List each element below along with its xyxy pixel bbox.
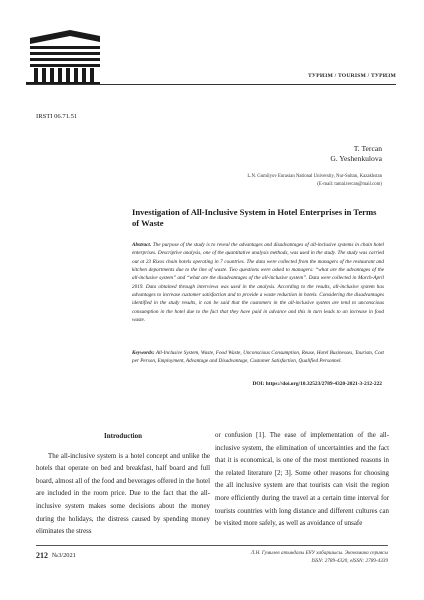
journal-info	[251, 550, 388, 565]
header-divider	[26, 84, 396, 85]
affiliation	[247, 173, 382, 189]
keywords-text: All-Inclusive System, Waste, Food Waste, Unconscious Consumption, Reuse, Hotel Businesses, Tourism, Cost per Person, Employment, Advantage and Disadvantage, Customer Satisfaction, Qualified Personnel.	[132, 350, 384, 365]
page-number: 212	[36, 551, 48, 560]
body-column-right	[215, 430, 389, 531]
university-building-logo-icon	[26, 28, 100, 86]
journal-name: Л.Н. Гумилев атындағы ЕҰУ хабаршысы. Экономика сериясы	[250, 550, 388, 556]
irsti-code: IRSTI 06.71.51	[36, 113, 78, 120]
keywords-label: Keywords:	[132, 350, 155, 356]
doi	[252, 381, 382, 387]
affiliation-email: (E-mail: tamal.tercan@mail.com)	[317, 182, 382, 187]
author-name: G. Yeshenkulova	[330, 154, 382, 163]
issue-number: №3/2021	[52, 552, 76, 559]
affiliation-institution: L.N. Gumilyov Eurasian National University, Nur-Sultan, Kazakhstan	[247, 174, 382, 179]
article-title: Investigation of All-Inclusive System in Hotel Enterprises in Terms of Waste	[132, 207, 377, 228]
keywords	[132, 349, 384, 366]
abstract-text: The purpose of the study is to reveal the advantages and disadvantages of all-inclusive systems in chain hotel enterprises. Descriptive analysis, one of the quantitative analysis methods, was used in the study. The study was carried out at 23 Rixos chain hotels operating in 7 countries. The data were collected from the managers of the restaurant and kitchen departments due to the line of waste. Two questions were asked to managers: “what are the advantages of the all-inclusive system” and “what are the disadvantages of the all-inclusive system”. Data were collected in March-April 2019. Data obtained through interviews was used in the analysis. According to the results, all-inclusive system has advantages to increase customer satisfaction and to provide a waste reduction in hotels. Considering the disadvantages identified in the study results, it can be said that the customers in the all-inclusive system are tend to unconscious consumption in the hotel due to the fact that they have paid in advance and this in turn leads to an increase in food waste.	[132, 242, 384, 324]
abstract	[132, 241, 384, 324]
abstract-label: Abstract.	[132, 242, 152, 248]
body-column-left	[36, 430, 210, 539]
doi-label: DOI:	[252, 381, 265, 387]
doi-link[interactable]: https://doi.org/10.32523/2789-4320-2021-3-212-222	[265, 381, 382, 387]
section-heading-introduction: Introduction	[104, 432, 142, 440]
author-name: T. Tercan	[353, 144, 382, 153]
journal-issn: ISSN: 2789-4320, eISSN: 2789-4339	[311, 557, 388, 564]
body-paragraph: or confusion [1]. The ease of implementation of the all-inclusive system, the elimination of uncertainties and the fact that it is economical, is one of the most mentioned reasons in the related literature [2; 3]. Some other reasons for choosing the all inclusive system are that tourists can visit the region more efficiently during the travel at a certain time interval for tourists countries with long distance and different cultures can be visited more safely, as well as avoidance of unsafe	[215, 432, 389, 528]
section-label: ТУРИЗМ / TOURISM / ТУРИЗМ	[307, 73, 396, 79]
author-list	[330, 144, 382, 164]
footer-divider	[36, 545, 388, 546]
body-paragraph: The all-inclusive system is a hotel concept and unlike the hotels that operate on bed and breakfast, half board and full board, almost all of the food and beverages offered in the hotel are included in the room price. Due to the fact that the all-inclusive system makes some decisions about the money during the holidays, the distress caused by spending money eliminates the stress	[36, 452, 210, 536]
